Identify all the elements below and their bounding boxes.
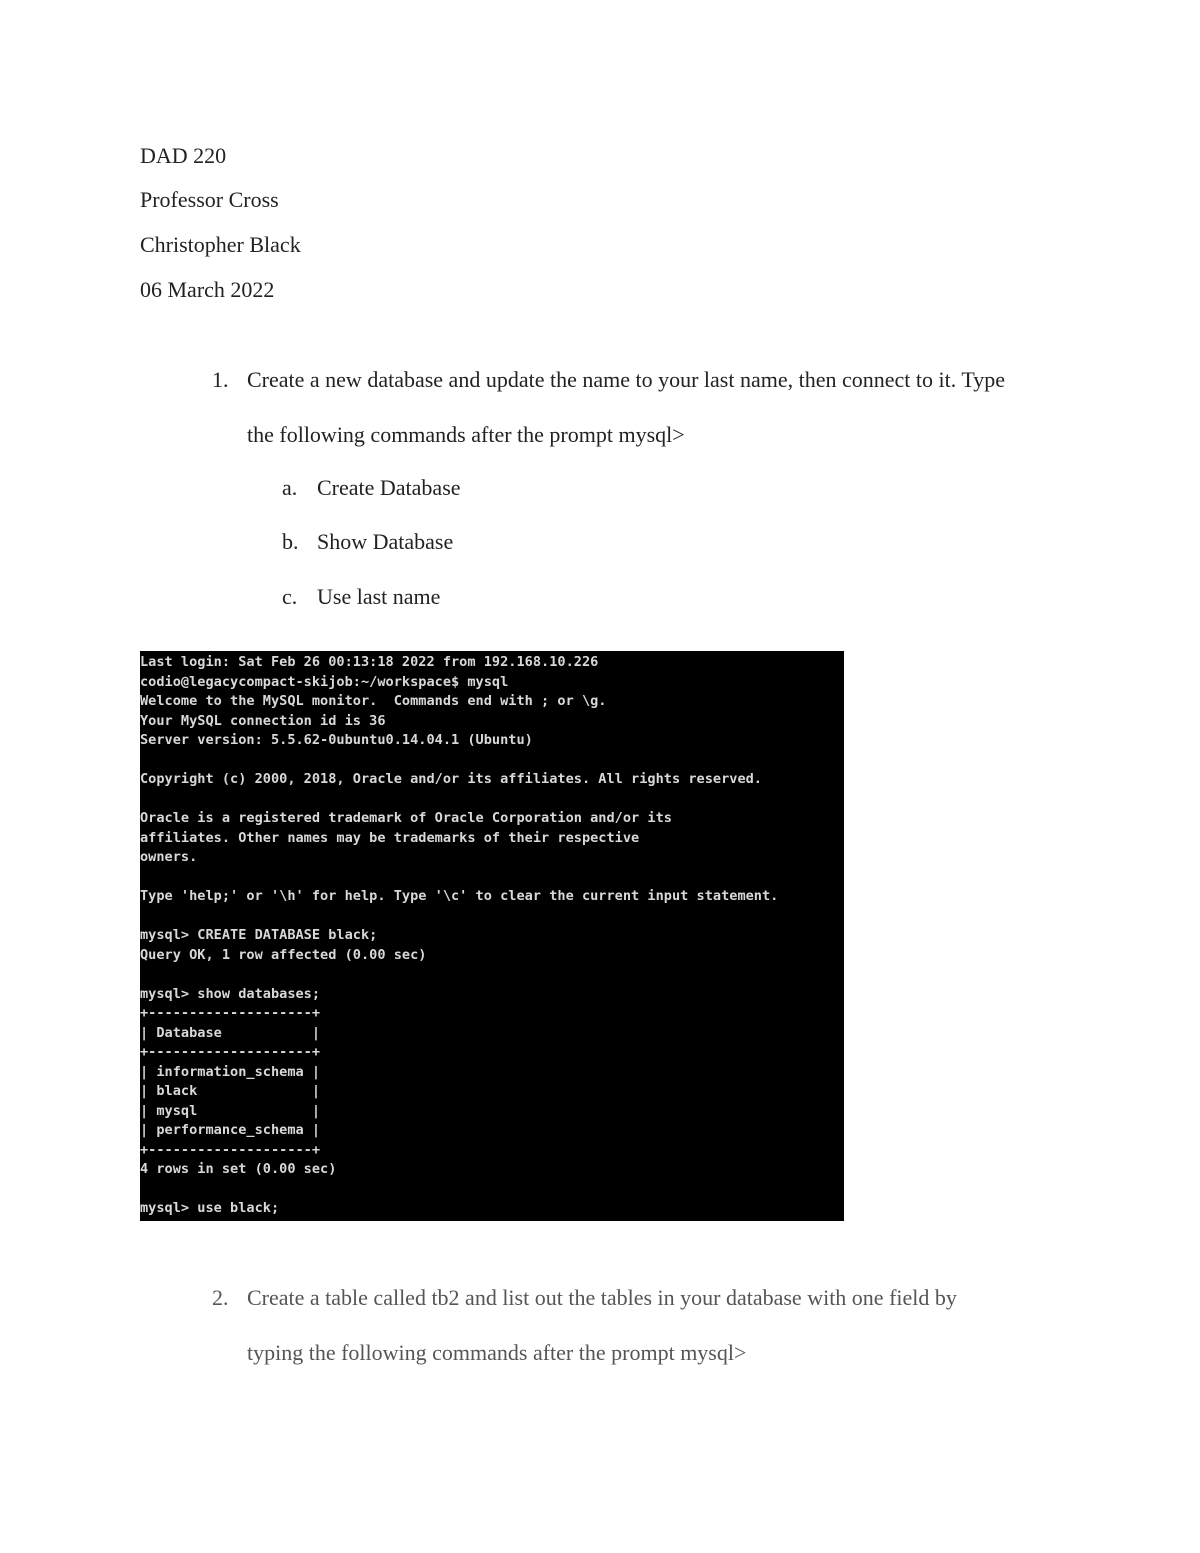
- terminal-line: [140, 868, 844, 888]
- terminal-line: Your MySQL connection id is 36: [140, 712, 386, 729]
- terminal-line: owners.: [140, 849, 198, 865]
- terminal-line: affiliates. Other names may be trademarks of their respective: [140, 829, 640, 846]
- sub-item-letter: c.: [282, 584, 298, 609]
- student-name: Christopher Black: [140, 232, 301, 257]
- terminal-line: [140, 790, 844, 810]
- terminal-line: | black |: [140, 1083, 321, 1099]
- terminal-line: | information_schema |: [140, 1063, 321, 1080]
- terminal-screenshot: [140, 651, 844, 1221]
- document-date: 06 March 2022: [140, 277, 275, 302]
- terminal-line: [140, 751, 844, 771]
- terminal-line: +--------------------+: [140, 1044, 321, 1060]
- course-name: DAD 220: [140, 143, 227, 168]
- terminal-line: 4 rows in set (0.00 sec): [140, 1161, 337, 1177]
- terminal-line: [140, 907, 844, 927]
- sub-item-letter: b.: [282, 529, 299, 554]
- terminal-line: Server version: 5.5.62-0ubuntu0.14.04.1 (Ubuntu): [140, 732, 533, 748]
- list-item-number: 2.: [212, 1285, 229, 1310]
- terminal-line: Last login: Sat Feb 26 00:13:18 2022 from 192.168.10.226: [140, 654, 599, 670]
- terminal-line: Query OK, 1 row affected (0.00 sec): [140, 946, 427, 963]
- sub-item-letter: a.: [282, 475, 298, 500]
- terminal-line: Oracle is a registered trademark of Oracle Corporation and/or its: [140, 810, 672, 826]
- terminal-line: | mysql |: [140, 1102, 321, 1119]
- professor-name: Professor Cross: [140, 187, 279, 212]
- terminal-line: [140, 1180, 844, 1200]
- terminal-line: [140, 965, 844, 985]
- terminal-line: mysql> CREATE DATABASE black;: [140, 927, 378, 943]
- terminal-line: Copyright (c) 2000, 2018, Oracle and/or its affiliates. All rights reserved.: [140, 771, 762, 787]
- terminal-line: Type 'help;' or '\h' for help. Type '\c' to clear the current input statement.: [140, 888, 779, 904]
- terminal-line: | performance_schema |: [140, 1122, 321, 1138]
- terminal-line: Welcome to the MySQL monitor. Commands end with ; or \g.: [140, 693, 607, 709]
- list-item-number: 1.: [212, 367, 229, 392]
- terminal-line: codio@legacycompact-skijob:~/workspace$ mysql: [140, 673, 509, 690]
- terminal-line: +--------------------+: [140, 1005, 321, 1021]
- list-item-text-line2: typing the following commands after the prompt mysql>: [247, 1340, 747, 1365]
- list-item-text-line2: the following commands after the prompt mysql>: [247, 422, 685, 447]
- terminal-line: +--------------------+: [140, 1141, 321, 1158]
- sub-item-text: Use last name: [317, 584, 441, 609]
- list-item-text-line1: Create a table called tb2 and list out the tables in your database with one field by: [247, 1285, 957, 1310]
- terminal-output: [140, 651, 844, 1219]
- sub-item-text: Show Database: [317, 529, 454, 554]
- terminal-line: | Database |: [140, 1024, 321, 1041]
- terminal-line: mysql> show databases;: [140, 985, 321, 1002]
- sub-item-text: Create Database: [317, 475, 461, 500]
- list-item-text-line1: Create a new database and update the name to your last name, then connect to it. Type: [247, 367, 1006, 392]
- terminal-line: mysql> use black;: [140, 1200, 280, 1216]
